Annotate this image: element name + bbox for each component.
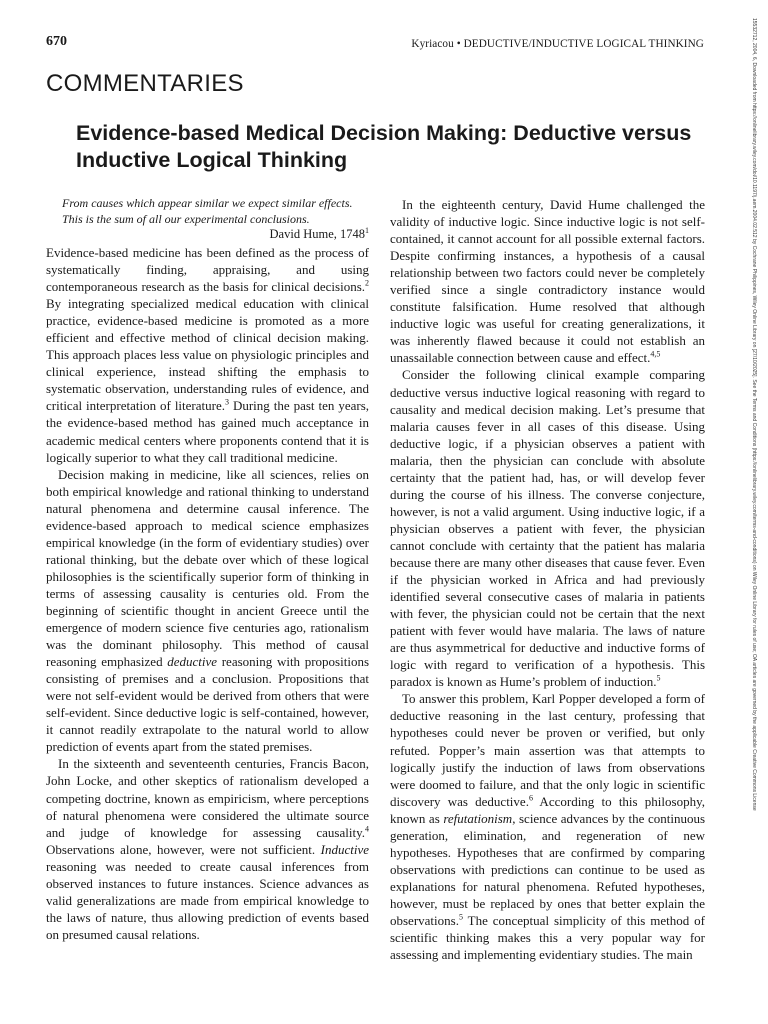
paragraph-text: Evidence-based medicine has been defined as the process of systematically finding, appraising, and using contemporaneous research as the basis for clinical decisions.	[46, 245, 369, 295]
paragraph-text: In the eighteenth century, David Hume challenged the validity of inductive logic. Since inductive logic is not self-contained, it cannot account for all possible external factors. Despite confirming instances, a hypothesis of a causal relationship between two factors could never be completely verified since a single contradictory instance would constitute falsification. Hume resolved that although inductive logic was useful for creating generalizations, it was inherently flawed because it could not establish an unassailable connection between cause and effect.	[390, 197, 705, 366]
paragraph	[46, 466, 369, 756]
epigraph-author: David Hume, 1748	[269, 227, 365, 241]
paragraph	[390, 690, 705, 963]
reference-mark: 6	[528, 793, 533, 803]
paragraph-text: Consider the following clinical example comparing deductive versus inductive logical reasoning with regard to causality and medical decision making. Let’s presume that malaria causes fever in all cases of this disease. Using deductive logic, if a physician observes a patient with malaria, then the physician can conclude with absolute certainty that the patient had, has, or will develop fever during the course of his illness. The converse conjecture, however, is not a valid argument. Using inductive logic, if a physician observes a patient with fever, the physician cannot conclude with certainty that the patient has malaria because there are many other diseases that cause fever. Even if the physician worked in Africa and had previously identified several consecutive cases of malaria in patients with fever, the physician could not be certain that the next patient with fever would have malaria. The laws of nature are thus asymmetrical for deductive and inductive forms of logic with regard to verification of a hypothesis. This paradox is known as Hume’s problem of induction.	[390, 367, 705, 690]
paragraph-text: During the past ten years, the evidence-based method has gained much acceptance in academic medical centers where proponents contend that it is logically superior to what they call traditional medicine.	[46, 398, 370, 465]
paragraph-text: , science advances by the continuous generation, elimination, and regeneration of new hypotheses. Hypotheses that are confirmed by comparing observations with predictions can continue to be used as explanations for natural phenomena. Refuted hypotheses, however, must be replaced by ones that better explain the observations.	[390, 810, 706, 928]
emphasis-term: deductive	[167, 654, 218, 670]
article-title: Evidence-based Medical Decision Making: Deductive versus Inductive Logical Thinking	[76, 121, 692, 172]
paragraph-text: reasoning with propositions consisting of premises and a conclusion. Propositions that were not self-evident would be derived from others that were self-evident. Since deductive logic is self-contained, however, it cannot readily extrapolate to the natural world to allow prediction of events apart from the stated premises.	[46, 654, 370, 755]
emphasis-term: refutationism	[443, 810, 513, 826]
reference-mark: 4,5	[650, 350, 661, 360]
reference-mark: 5	[656, 673, 661, 683]
epigraph-attribution	[46, 227, 369, 242]
paragraph	[46, 244, 369, 466]
left-column	[46, 196, 369, 943]
epigraph	[46, 196, 369, 227]
paragraph-text: By integrating specialized medical education with clinical practice, evidence-based medicine is promoted as a more efficient and effective method of clinical decision making. This approach places less value on physiologic principles and clinical experience, instead shifting the emphasis to systematic observation, understanding rules of evidence, and critical interpretation of literature.	[46, 296, 369, 414]
epigraph-line-2: This is the sum of all our experimental conclusions.	[62, 211, 310, 226]
paragraph	[390, 196, 705, 366]
paragraph-text: Observations alone, however, were not sufficient.	[46, 841, 321, 857]
reference-mark: 2	[365, 278, 369, 288]
download-notice-strip: 15532712, 2004, 6, Downloaded from https://onlinelibrary.wiley.com/doi/10.1197/j.aem.2004.02.512 by Cochrane Philippines, Wiley Online Library on [27/10/2025]. See the Terms and Conditions (https://onlinelibrary.wiley.com/terms-and-conditions) on Wiley Online Library for rules of use; OA articles are governed by the applicable Creative Commons License	[751, 18, 757, 811]
emphasis-term: Inductive	[320, 841, 369, 857]
paragraph-text: To answer this problem, Karl Popper developed a form of deductive reasoning in the last century, professing that hypotheses could never be proven or verified, but only refuted. Popper’s main assertion was that attempts to logically justify the induction of laws from observations were doomed to failure, and that the only logic in scientific discovery was deductive.	[390, 691, 705, 809]
epigraph-line-1: From causes which appear similar we expect similar effects.	[62, 196, 353, 210]
page-number: 670	[46, 34, 67, 49]
section-title: COMMENTARIES	[46, 70, 244, 97]
paragraph-text: The conceptual simplicity of this method of scientific thinking makes this a very popular way for assessing and implementing evidentiary studies. The main	[390, 912, 705, 963]
paragraph-text: According to this philosophy, known as	[390, 793, 705, 826]
reference-mark: 5	[458, 912, 463, 922]
reference-mark: 1	[365, 225, 369, 235]
paragraph-text: In the sixteenth and seventeenth centuries, Francis Bacon, John Locke, and other skeptics of rationalism developed a competing doctrine, known as empiricism, where perceptions of natural phenomena were considered the ultimate source and judge of knowledge for assessing causality.	[46, 756, 369, 840]
paragraph-text: Decision making in medicine, like all sciences, relies on both empirical knowledge and rational thinking to understand natural phenomena and determine causal inference. The evidence-based approach to medical science emphasizes empirical knowledge (in the form of evidentiary studies) over rational thinking, but the debate over which of these logical philosophies is the scientifically superior form of thinking in terms of assessing causality is centuries old. From the beginning of scientific thought in ancient Greece until the emergence of modern science five centuries ago, rationalism was the dominant philosophy. This method of causal reasoning emphasized	[46, 466, 369, 670]
reference-mark: 3	[225, 398, 229, 408]
paragraph	[390, 366, 705, 690]
running-head: Kyriacou • DEDUCTIVE/INDUCTIVE LOGICAL THINKING	[411, 38, 704, 50]
reference-mark: 4	[365, 824, 369, 834]
paragraph	[46, 755, 369, 943]
paragraph-text: reasoning was needed to create causal inferences from observed instances to future instances. Science advances as valid generalizations are made from empirical knowledge to the laws of nature, thus allowing prediction of events based on presumed causal relations.	[46, 858, 369, 942]
right-column	[390, 196, 705, 963]
